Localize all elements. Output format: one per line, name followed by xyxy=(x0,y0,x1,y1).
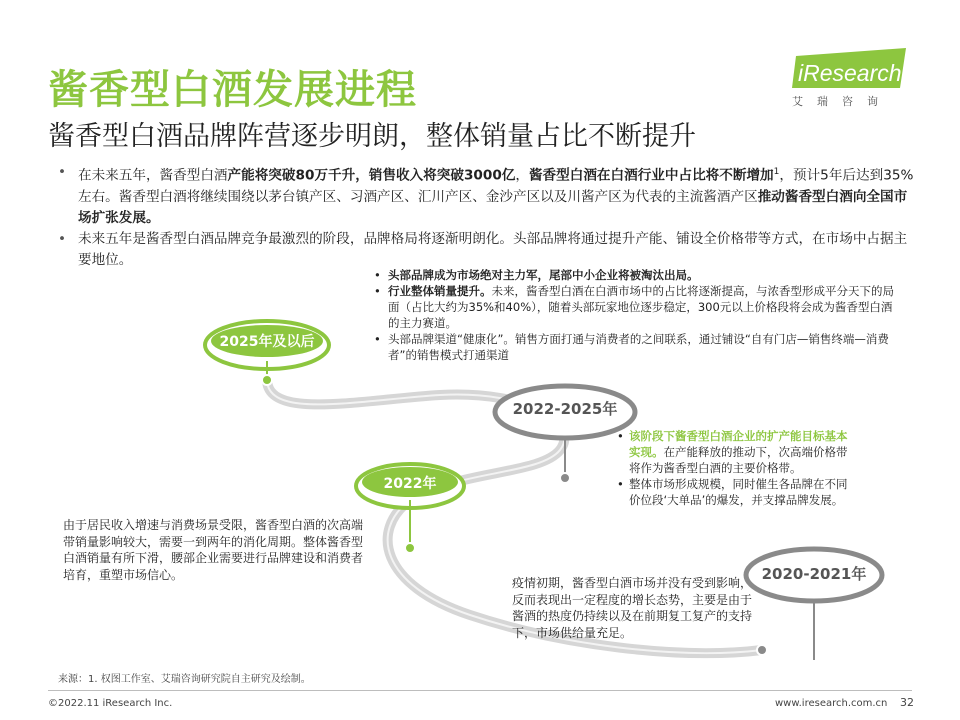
stage-2022-2025-dot xyxy=(560,473,570,483)
stage-2022-2025-point xyxy=(617,428,857,476)
point-text: 未来，酱香型白酒在白酒市场中的占比将逐渐提高，与浓香型形成平分天下的局面（占比大约为35%和40%），随着头部玩家地位逐步稳定，300元以上价格段将会成为酱香型白酒的主力赛道。 xyxy=(388,284,894,330)
source-note: 来源：1. 权图工作室、艾瑞咨询研究院自主研究及绘制。 xyxy=(58,674,311,685)
page-subtitle: 酱香型白酒品牌阵营逐步明朗，整体销量占比不断提升 xyxy=(48,121,696,152)
stage-2020-2021-label: 2020-2021年 xyxy=(761,565,867,583)
logo-wordmark: iResearch xyxy=(798,60,902,86)
stage-2020-2021-description: 疫情初期，酱香型白酒市场并没有受到影响，反而表现出一定程度的增长态势，主要是由于酱酒的热度仍持续以及在前期复工复产的支持下，市场供给量充足。 xyxy=(512,576,753,640)
stage-2025-dot xyxy=(262,375,272,385)
point-bold: 行业整体销量提升。 xyxy=(388,284,492,298)
footer-divider xyxy=(48,690,912,691)
logo-chinese-name: 艾瑞咨询 xyxy=(792,95,892,108)
stage-2025-point xyxy=(370,283,900,331)
stage-2025-description xyxy=(370,267,900,363)
bullet-bold-text: 推动酱香型白酒向全国市场扩张发展。 xyxy=(78,188,908,226)
stage-2020-2021-dot xyxy=(757,645,767,655)
point-text: 头部品牌渠道“健康化”。销售方面打通与消费者的之间联系，通过铺设“自有门店—销售终端—消费者”的销售模式打通渠道 xyxy=(388,332,889,362)
point-bold: 该阶段下酱香型白酒企业的扩产能目标基本实现。 xyxy=(629,429,848,459)
stage-2022-2025-label: 2022-2025年 xyxy=(512,400,618,418)
copyright: ©2022.11 iResearch Inc. xyxy=(48,698,173,709)
bullet-bold-text: 酱香型白酒在白酒行业中占比将不断增加 xyxy=(528,167,774,184)
point-bold: 头部品牌成为市场绝对主力军，尾部中小企业将被淘汰出局。 xyxy=(388,268,699,282)
bullet-bold-text: 产能将突破80万千升，销售收入将突破3000亿 xyxy=(227,167,516,184)
stage-2022-dot xyxy=(405,543,415,553)
point-text: 在产能释放的推动下，次高端价格带将作为酱香型白酒的主要价格带。 xyxy=(629,445,848,475)
bullet-text: 在未来五年，酱香型白酒 xyxy=(78,167,228,184)
stage-2022-2025-point xyxy=(617,476,857,508)
stage-2022-description: 由于居民收入增速与消费场景受限，酱香型白酒的次高端带销量影响较大，需要一到两年的消化周期。整体酱香型白酒销量有所下滑，腰部企业需要进行品牌建设和消费者培育，重塑市场信心。 xyxy=(63,518,364,582)
bullet-text: ，预计5年后达到35%左右。酱香型白酒将继续围绕以茅台镇产区、习酒产区、汇川产区、金沙产区以及川酱产区为代表的主流酱酒产区 xyxy=(78,167,914,205)
bullet-text: ， xyxy=(515,167,529,184)
page-number: 32 xyxy=(900,696,914,709)
page-title: 酱香型白酒发展进程 xyxy=(48,67,417,113)
stage-2022-label: 2022年 xyxy=(383,476,437,492)
website-link[interactable]: www.iresearch.com.cn xyxy=(775,698,888,709)
footnote-marker: 1 xyxy=(773,167,780,177)
stage-2025-point xyxy=(370,331,900,363)
stage-2025-label: 2025年及以后 xyxy=(219,334,315,350)
stage-2022-2025-description xyxy=(617,428,857,508)
point-text: 整体市场形成规模，同时催生各品牌在不同价位段‘大单品’的爆发，并支撑品牌发展。 xyxy=(629,477,848,507)
stage-2025-point xyxy=(370,267,900,283)
bullet-text: 未来五年是酱香型白酒品牌竞争最激烈的阶段，品牌格局将逐渐明朗化。头部品牌将通过提升产能、铺设全价格带等方式，在市场中占据主要地位。 xyxy=(78,230,908,268)
